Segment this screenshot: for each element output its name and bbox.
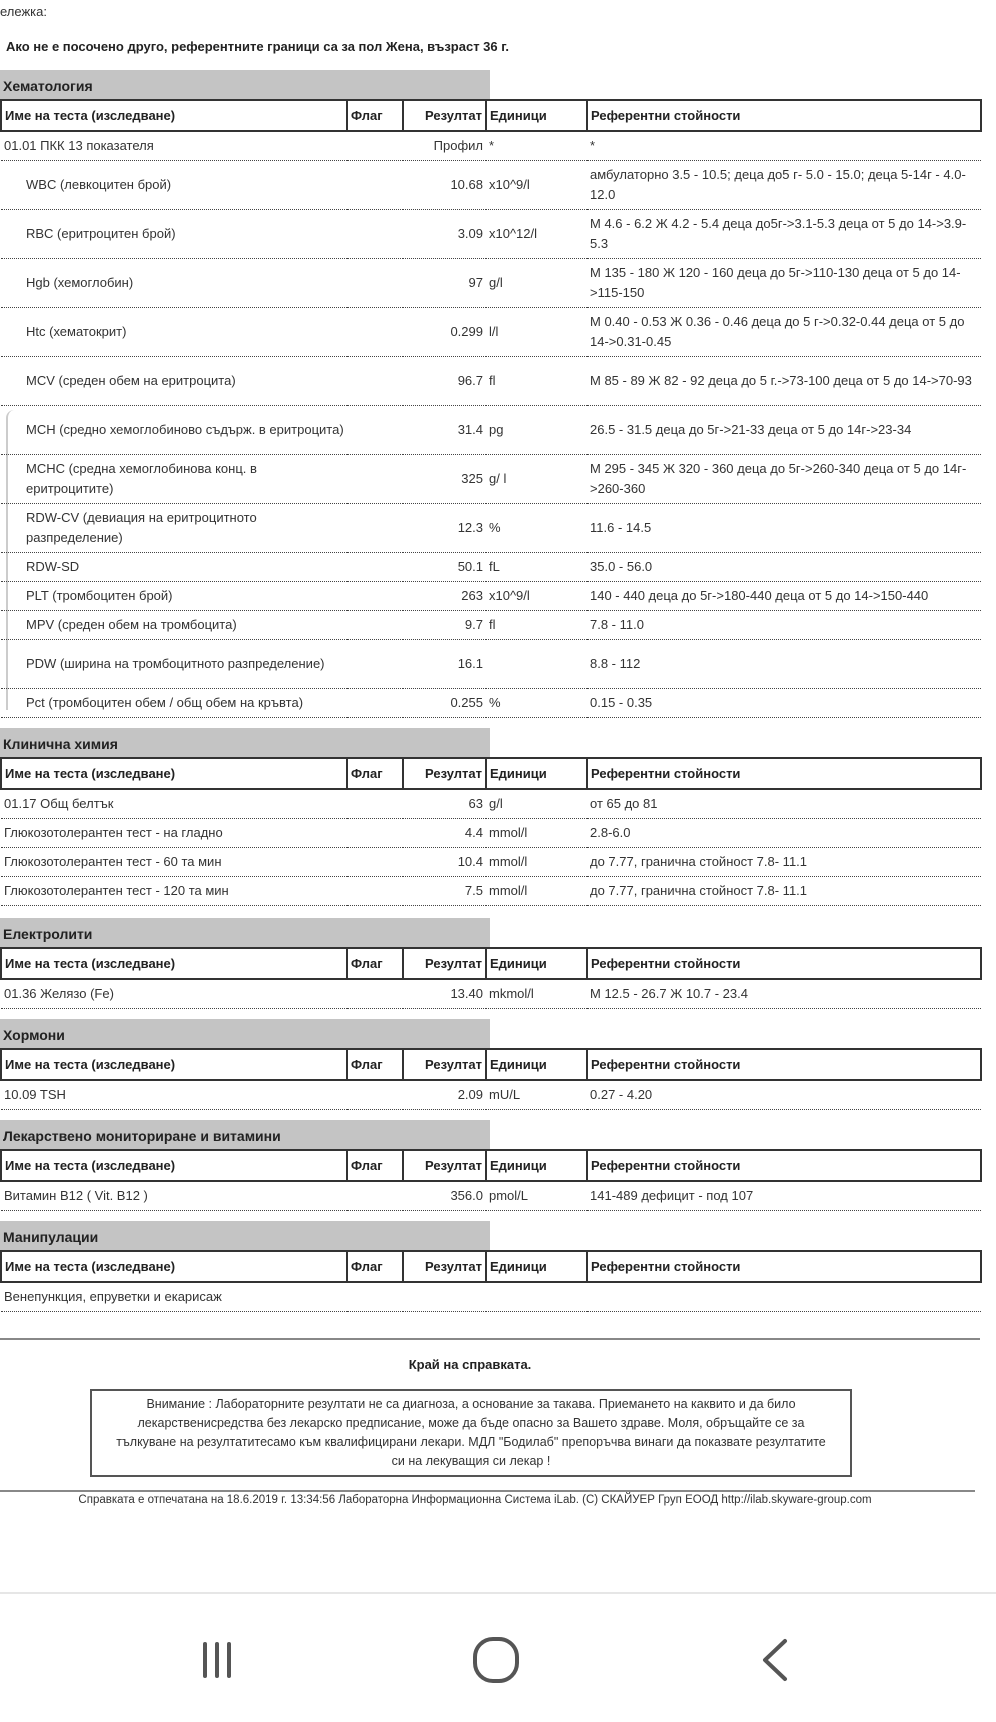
units: pmol/L — [486, 1181, 587, 1211]
units — [486, 640, 587, 689]
table-row — [1, 357, 981, 406]
table-header — [1, 758, 981, 789]
reference-note: Ако не е посочено друго, референтните граници са за пол Жена, възраст 36 г. — [6, 39, 509, 54]
col-ref-header: Референтни стойности — [587, 758, 981, 789]
table-row — [1, 406, 981, 455]
result-value: 0.299 — [403, 308, 486, 357]
reference-range — [587, 1282, 981, 1312]
warning-box: Внимание : Лабораторните резултати не са диагноза, а основание за такава. Приемането на каквито и да било лекарственисредства без лекарско предписание, може да бъде опасно за Вашето здраве. Моля, обръщайте се за тълкуване на резултатитесамо към квалифицирани лекари. МДЛ "Бодилаб" препоръчва винаги да показвате резултатите си на лекуващия си лекар ! — [90, 1389, 852, 1477]
flag — [347, 611, 403, 640]
flag — [347, 819, 403, 848]
flag — [347, 848, 403, 877]
result-value: 97 — [403, 259, 486, 308]
table-header — [1, 1049, 981, 1080]
table-row — [1, 789, 981, 819]
reference-range: М 12.5 - 26.7 Ж 10.7 - 23.4 — [587, 979, 981, 1009]
units: x10^9/l — [486, 582, 587, 611]
flag — [347, 1080, 403, 1110]
units: mU/L — [486, 1080, 587, 1110]
reference-range: М 295 - 345 Ж 320 - 360 деца до 5г->260-340 деца от 5 до 14г->260-360 — [587, 455, 981, 504]
test-name: 10.09 TSH — [1, 1080, 347, 1110]
test-name: PLT (тромбоцитен брой) — [1, 582, 347, 611]
reference-range: до 7.77, гранична стойност 7.8- 11.1 — [587, 848, 981, 877]
units: * — [486, 131, 587, 161]
test-name: MCH (средно хемоглобиново съдърж. в еритроцита) — [1, 406, 347, 455]
units: mmol/l — [486, 877, 587, 906]
section-5 — [0, 1221, 980, 1312]
col-result-header: Резултат — [403, 948, 486, 979]
col-flag-header: Флаг — [347, 1251, 403, 1282]
units: g/l — [486, 259, 587, 308]
test-name: Венепункция, епруветки и екарисаж — [1, 1282, 347, 1312]
reference-range: 140 - 440 деца до 5г->180-440 деца от 5 до 14->150-440 — [587, 582, 981, 611]
flag — [347, 789, 403, 819]
units: g/ l — [486, 455, 587, 504]
table-header — [1, 948, 981, 979]
test-name: RDW-CV (девиация на еритроцитното разпределение) — [1, 504, 347, 553]
test-name: 01.36 Желязо (Fe) — [1, 979, 347, 1009]
reference-range: М 4.6 - 6.2 Ж 4.2 - 5.4 деца до5г->3.1-5.3 деца от 5 до 14->3.9-5.3 — [587, 210, 981, 259]
result-value: 9.7 — [403, 611, 486, 640]
test-name: MCHC (средна хемоглобинова конц. в еритроцитите) — [1, 455, 347, 504]
back-button[interactable] — [735, 1630, 815, 1690]
table-header — [1, 1251, 981, 1282]
table-row — [1, 308, 981, 357]
test-name: 01.01 ПКК 13 показателя — [1, 131, 347, 161]
result-value: Профил — [403, 131, 486, 161]
table-row — [1, 1080, 981, 1110]
col-units-header: Единици — [486, 1251, 587, 1282]
reference-range: 2.8-6.0 — [587, 819, 981, 848]
col-result-header: Резултат — [403, 100, 486, 131]
print-footer: Справката е отпечатана на 18.6.2019 г. 13:34:56 Лабораторна Информационна Система iLab. (C) СКАЙУЕР Груп ЕООД http://ilab.skyware-group.com — [78, 1494, 872, 1506]
table-row — [1, 259, 981, 308]
flag — [347, 582, 403, 611]
reference-range: * — [587, 131, 981, 161]
reference-range: 0.15 - 0.35 — [587, 689, 981, 718]
units: fl — [486, 611, 587, 640]
table-row — [1, 819, 981, 848]
result-value: 10.4 — [403, 848, 486, 877]
test-name: Глюкозотолерантен тест - 120 та мин — [1, 877, 347, 906]
flag — [347, 455, 403, 504]
section-title: Електролити — [0, 918, 490, 947]
col-units-header: Единици — [486, 1150, 587, 1181]
col-ref-header: Референтни стойности — [587, 1150, 981, 1181]
reference-range: 0.27 - 4.20 — [587, 1080, 981, 1110]
table-header — [1, 1150, 981, 1181]
flag — [347, 553, 403, 582]
test-name: RBC (еритроцитен брой) — [1, 210, 347, 259]
result-value: 2.09 — [403, 1080, 486, 1110]
section-title: Манипулации — [0, 1221, 490, 1250]
units: x10^9/l — [486, 161, 587, 210]
section-title: Лекарствено мониториране и витамини — [0, 1120, 490, 1149]
table-row — [1, 1181, 981, 1211]
flag — [347, 406, 403, 455]
reference-range: М 85 - 89 Ж 82 - 92 деца до 5 г.->73-100 деца от 5 до 14->70-93 — [587, 357, 981, 406]
units: % — [486, 504, 587, 553]
test-name: Pct (тромбоцитен обем / общ обем на кръвта) — [1, 689, 347, 718]
back-icon — [755, 1638, 795, 1682]
test-name: Htc (хематокрит) — [1, 308, 347, 357]
reference-range: 141-489 дефицит - под 107 — [587, 1181, 981, 1211]
test-name: 01.17 Общ белтък — [1, 789, 347, 819]
table-row — [1, 553, 981, 582]
table-row — [1, 611, 981, 640]
result-value: 31.4 — [403, 406, 486, 455]
table-row — [1, 877, 981, 906]
col-name-header: Име на теста (изследване) — [1, 1049, 347, 1080]
table-row — [1, 582, 981, 611]
results-table — [0, 947, 982, 1009]
flag — [347, 259, 403, 308]
col-units-header: Единици — [486, 100, 587, 131]
units — [486, 1282, 587, 1312]
test-name: Глюкозотолерантен тест - на гладно — [1, 819, 347, 848]
units: l/l — [486, 308, 587, 357]
units: mmol/l — [486, 819, 587, 848]
test-name: PDW (ширина на тромбоцитното разпределение) — [1, 640, 347, 689]
reference-range: амбулаторно 3.5 - 10.5; деца до5 г- 5.0 - 15.0; деца 5-14г - 4.0-12.0 — [587, 161, 981, 210]
reference-range: М 0.40 - 0.53 Ж 0.36 - 0.46 деца до 5 г->0.32-0.44 деца от 5 до 14->0.31-0.45 — [587, 308, 981, 357]
table-row — [1, 689, 981, 718]
section-2 — [0, 918, 980, 1009]
reference-range: 11.6 - 14.5 — [587, 504, 981, 553]
col-name-header: Име на теста (изследване) — [1, 100, 347, 131]
test-name: MCV (среден обем на еритроцита) — [1, 357, 347, 406]
units: % — [486, 689, 587, 718]
flag — [347, 689, 403, 718]
reference-range: от 65 до 81 — [587, 789, 981, 819]
result-value: 12.3 — [403, 504, 486, 553]
table-header — [1, 100, 981, 131]
reference-range: 35.0 - 56.0 — [587, 553, 981, 582]
home-icon — [471, 1635, 521, 1685]
col-name-header: Име на теста (изследване) — [1, 1251, 347, 1282]
table-row — [1, 848, 981, 877]
results-table — [0, 1149, 982, 1211]
results-table — [0, 1250, 982, 1312]
result-value: 13.40 — [403, 979, 486, 1009]
result-value: 16.1 — [403, 640, 486, 689]
table-row — [1, 210, 981, 259]
table-row — [1, 1282, 981, 1312]
reference-range: 7.8 - 11.0 — [587, 611, 981, 640]
col-name-header: Име на теста (изследване) — [1, 758, 347, 789]
section-3 — [0, 1019, 980, 1110]
reference-range: до 7.77, гранична стойност 7.8- 11.1 — [587, 877, 981, 906]
table-row — [1, 161, 981, 210]
col-ref-header: Референтни стойности — [587, 1049, 981, 1080]
units: x10^12/l — [486, 210, 587, 259]
note-label: ележка: — [0, 4, 47, 19]
reference-range: М 135 - 180 Ж 120 - 160 деца до 5г->110-130 деца от 5 до 14->115-150 — [587, 259, 981, 308]
home-button[interactable] — [456, 1630, 536, 1690]
divider — [0, 1338, 980, 1340]
col-result-header: Резултат — [403, 1150, 486, 1181]
reference-range: 26.5 - 31.5 деца до 5г->21-33 деца от 5 до 14г->23-34 — [587, 406, 981, 455]
test-name: Витамин B12 ( Vit. B12 ) — [1, 1181, 347, 1211]
flag — [347, 979, 403, 1009]
col-ref-header: Референтни стойности — [587, 1251, 981, 1282]
col-name-header: Име на теста (изследване) — [1, 1150, 347, 1181]
table-row — [1, 131, 981, 161]
flag — [347, 504, 403, 553]
section-1 — [0, 728, 980, 906]
col-flag-header: Флаг — [347, 758, 403, 789]
section-0 — [0, 70, 980, 718]
col-result-header: Резултат — [403, 758, 486, 789]
result-value: 356.0 — [403, 1181, 486, 1211]
result-value: 7.5 — [403, 877, 486, 906]
results-table — [0, 1048, 982, 1110]
flag — [347, 1282, 403, 1312]
results-table — [0, 757, 982, 906]
divider — [0, 1490, 975, 1492]
test-name: MPV (среден обем на тромбоцита) — [1, 611, 347, 640]
flag — [347, 357, 403, 406]
result-value: 96.7 — [403, 357, 486, 406]
col-flag-header: Флаг — [347, 948, 403, 979]
table-row — [1, 979, 981, 1009]
section-4 — [0, 1120, 980, 1211]
units: g/l — [486, 789, 587, 819]
table-row — [1, 455, 981, 504]
test-name: WBC (левкоцитен брой) — [1, 161, 347, 210]
col-flag-header: Флаг — [347, 1150, 403, 1181]
result-value: 0.255 — [403, 689, 486, 718]
recent-apps-icon — [197, 1640, 237, 1680]
col-units-header: Единици — [486, 948, 587, 979]
col-result-header: Резултат — [403, 1049, 486, 1080]
result-value: 10.68 — [403, 161, 486, 210]
table-row — [1, 640, 981, 689]
result-value: 50.1 — [403, 553, 486, 582]
flag — [347, 640, 403, 689]
table-row — [1, 504, 981, 553]
section-title: Хормони — [0, 1019, 490, 1048]
recent-apps-button[interactable] — [177, 1630, 257, 1690]
flag — [347, 877, 403, 906]
result-value: 263 — [403, 582, 486, 611]
result-value: 4.4 — [403, 819, 486, 848]
flag — [347, 131, 403, 161]
test-name: RDW-SD — [1, 553, 347, 582]
units: mkmol/l — [486, 979, 587, 1009]
reference-range: 8.8 - 112 — [587, 640, 981, 689]
flag — [347, 1181, 403, 1211]
flag — [347, 210, 403, 259]
result-value: 63 — [403, 789, 486, 819]
result-value: 325 — [403, 455, 486, 504]
section-title: Клинична химия — [0, 728, 490, 757]
units: mmol/l — [486, 848, 587, 877]
divider — [0, 1592, 996, 1594]
col-units-header: Единици — [486, 1049, 587, 1080]
units: pg — [486, 406, 587, 455]
android-nav-bar — [0, 1600, 996, 1722]
result-value — [403, 1282, 486, 1312]
end-of-report: Край на справката. — [408, 1357, 532, 1372]
col-name-header: Име на теста (изследване) — [1, 948, 347, 979]
flag — [347, 308, 403, 357]
col-units-header: Единици — [486, 758, 587, 789]
units: fL — [486, 553, 587, 582]
col-ref-header: Референтни стойности — [587, 948, 981, 979]
col-result-header: Резултат — [403, 1251, 486, 1282]
test-name: Hgb (хемоглобин) — [1, 259, 347, 308]
col-ref-header: Референтни стойности — [587, 100, 981, 131]
results-table — [0, 99, 982, 718]
flag — [347, 161, 403, 210]
col-flag-header: Флаг — [347, 1049, 403, 1080]
section-title: Хематология — [0, 70, 490, 99]
result-value: 3.09 — [403, 210, 486, 259]
units: fl — [486, 357, 587, 406]
col-flag-header: Флаг — [347, 100, 403, 131]
test-name: Глюкозотолерантен тест - 60 та мин — [1, 848, 347, 877]
